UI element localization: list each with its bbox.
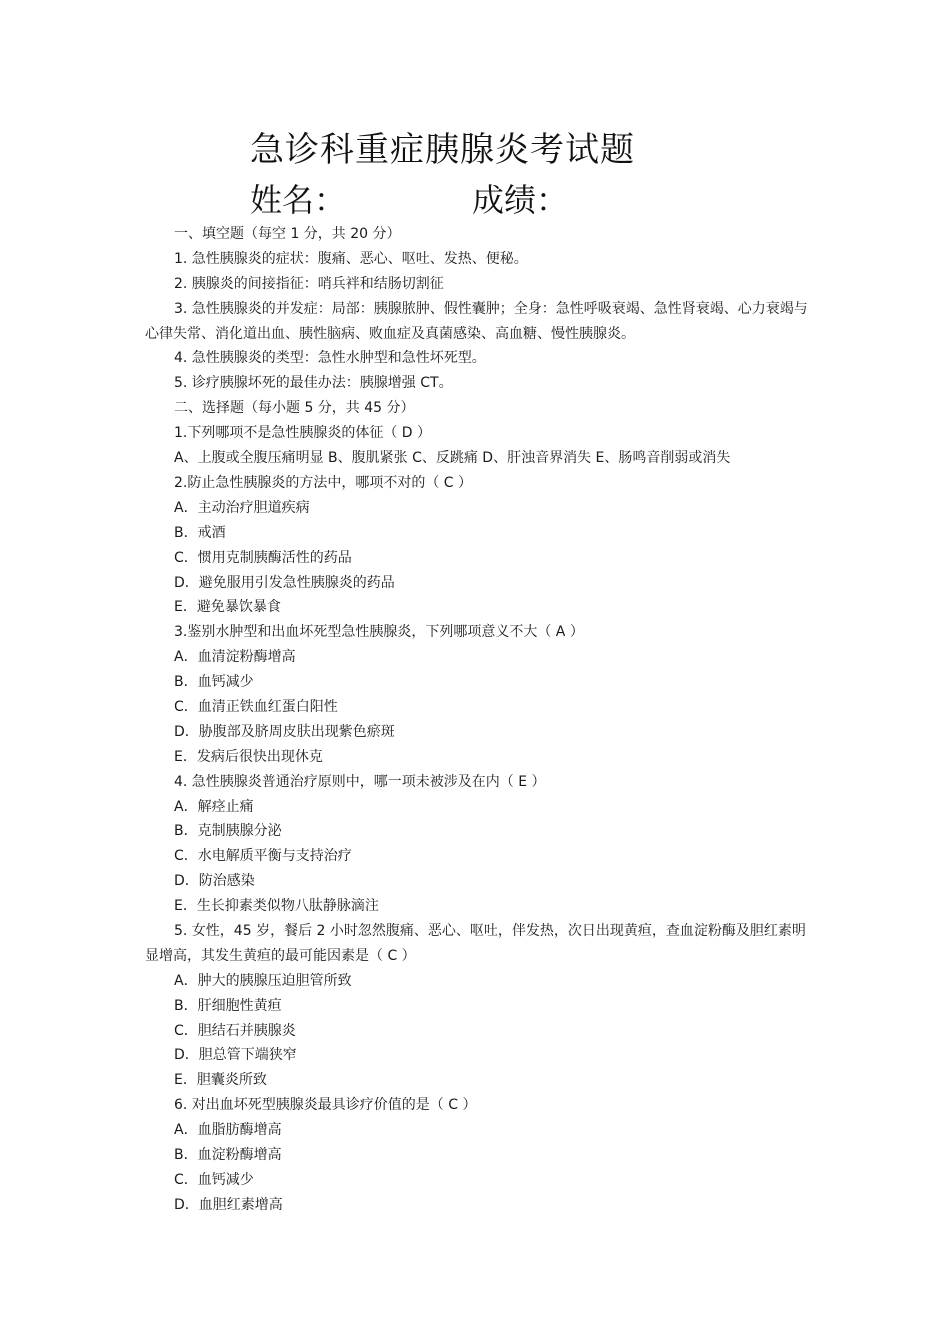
- q4-option-e: E．生长抑素类似物八肽静脉滴注: [174, 898, 379, 915]
- score-label: 成绩：: [472, 181, 569, 219]
- q2-stem: 2.防止急性胰腺炎的方法中，哪项不对的（ C ）: [174, 474, 473, 491]
- q5-option-a: A．肿大的胰腺压迫胆管所致: [174, 972, 352, 989]
- q2-option-a: A．主动治疗胆道疾病: [174, 499, 310, 516]
- q3-option-a: A．血清淀粉酶增高: [174, 649, 296, 666]
- fill-item-2: 2. 胰腺炎的间接指征：哨兵袢和结肠切割征: [174, 275, 444, 292]
- q5-option-d: D．胆总管下端狭窄: [174, 1047, 297, 1064]
- q6-option-b: B．血淀粉酶增高: [174, 1147, 282, 1164]
- q5-option-e: E．胆囊炎所致: [174, 1072, 267, 1089]
- q2-option-c: C．惯用克制胰酶活性的药品: [174, 549, 352, 566]
- exam-title: 急诊科重症胰腺炎考试题: [250, 130, 635, 170]
- q5-stem: 5. 女性，45 岁，餐后 2 小时忽然腹痛、恶心、呕吐，伴发热，次日出现黄疸，查血淀粉酶及胆红素明显增高，其发生黄疸的最可能因素是（ C ）: [145, 922, 806, 964]
- q1-stem: 1.下列哪项不是急性胰腺炎的体征（ D ）: [174, 425, 432, 442]
- q6-option-c: C．血钙减少: [174, 1171, 254, 1188]
- q2-option-b: B．戒酒: [174, 524, 226, 541]
- fill-item-4: 4. 急性胰腺炎的类型：急性水肿型和急性坏死型。: [174, 350, 486, 367]
- q4-option-d: D．防治感染: [174, 873, 255, 890]
- name-score-row: [250, 178, 569, 222]
- fill-item-3: 3. 急性胰腺炎的并发症：局部：胰腺脓肿、假性囊肿；全身：急性呼吸衰竭、急性肾衰竭、心力衰竭与心律失常、消化道出血、胰性脑病、败血症及真菌感染、高血糖、慢性胰腺炎。: [145, 300, 808, 342]
- q6-stem: 6. 对出血坏死型胰腺炎最具诊疗价值的是（ C ）: [174, 1097, 477, 1114]
- q2-option-e: E．避免暴饮暴食: [174, 599, 281, 616]
- q3-option-d: D．胁腹部及脐周皮肤出现紫色瘀斑: [174, 723, 395, 740]
- exam-body: [145, 222, 810, 1218]
- q4-stem: 4. 急性胰腺炎普通治疗原则中，哪一项未被涉及在内（ E ）: [174, 773, 546, 790]
- q5-option-b: B．肝细胞性黄疸: [174, 997, 282, 1014]
- q3-stem: 3.鉴别水肿型和出血坏死型急性胰腺炎，下列哪项意义不大（ A ）: [174, 624, 584, 641]
- q4-option-c: C．水电解质平衡与支持治疗: [174, 848, 352, 865]
- q6-option-d: D．血胆红素增高: [174, 1196, 283, 1213]
- q3-option-e: E．发病后很快出现休克: [174, 748, 323, 765]
- q4-option-a: A．解痉止痛: [174, 798, 254, 815]
- q2-option-d: D．避免服用引发急性胰腺炎的药品: [174, 574, 395, 591]
- q1-options: A、上腹或全腹压痛明显 B、腹肌紧张 C、反跳痛 D、肝浊音界消失 E、肠鸣音削弱或消失: [174, 450, 731, 467]
- q4-option-b: B．克制胰腺分泌: [174, 823, 282, 840]
- q3-option-b: B．血钙减少: [174, 674, 254, 691]
- fill-item-5: 5. 诊疗胰腺坏死的最佳办法：胰腺增强 CT。: [174, 375, 453, 392]
- section2-heading: 二、选择题（每小题 5 分，共 45 分）: [174, 400, 415, 417]
- q5-option-c: C．胆结石并胰腺炎: [174, 1022, 296, 1039]
- fill-item-1: 1. 急性胰腺炎的症状：腹痛、恶心、呕吐、发热、便秘。: [174, 250, 528, 267]
- section1-heading: 一、填空题（每空 1 分，共 20 分）: [174, 226, 401, 242]
- name-label: 姓名：: [250, 181, 347, 219]
- q6-option-a: A．血脂肪酶增高: [174, 1122, 282, 1139]
- q3-option-c: C．血清正铁血红蛋白阳性: [174, 698, 338, 715]
